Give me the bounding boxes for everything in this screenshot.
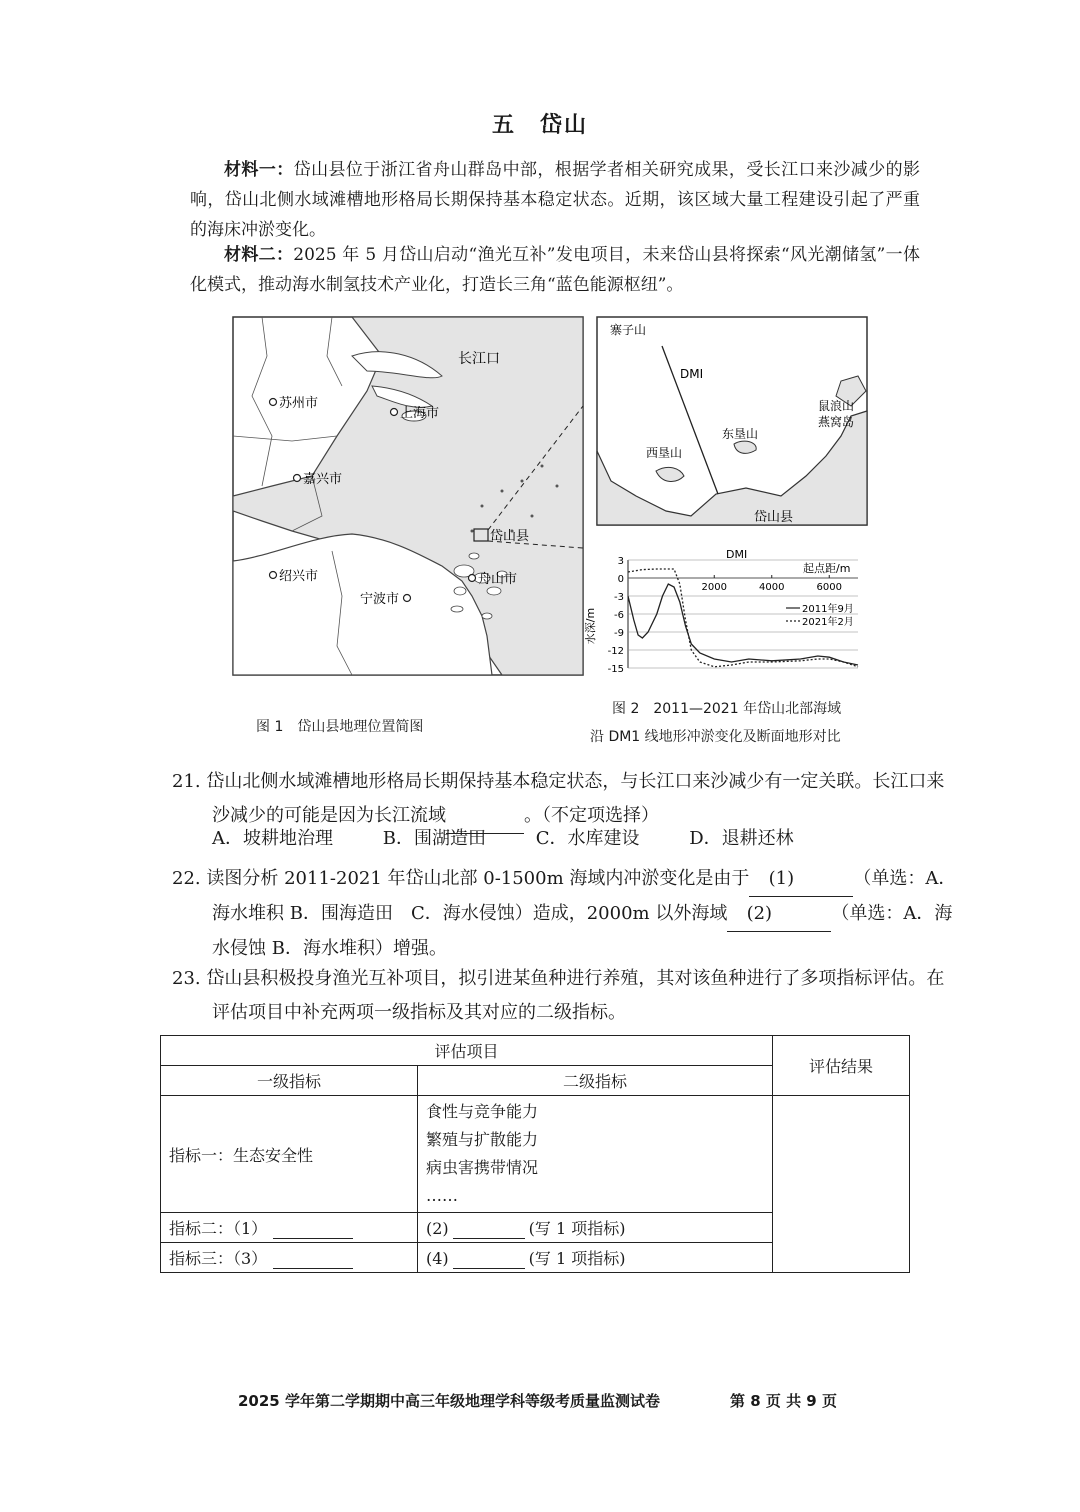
page-footer (238, 1390, 837, 1411)
q21-text-a: 岱山北侧水域滩槽地形格局长期保持基本稳定状态，与长江口来沙减少有一定关联。长江口来沙减少的可能是因为长江流域 (206, 771, 945, 826)
row2-blank-2[interactable] (453, 1219, 525, 1239)
table-row1-items (418, 1096, 773, 1213)
label-daishan-inset: 岱山县 (754, 510, 794, 525)
row3-blank-label: (4) (426, 1249, 449, 1268)
material-2-text: 2025 年 5 月岱山启动“渔光互补”发电项目，未来岱山县将探索“风光潮储氢”一体化模式，推动海水制氢技术产业化，打造长三角“蓝色能源枢纽”。 (190, 245, 920, 295)
row3-label-text: 指标三：（3） (169, 1249, 268, 1268)
table-header-result: 评估结果 (773, 1036, 910, 1096)
q22-line1-tail: （单选： (853, 868, 926, 889)
label-shaoxing: 绍兴市 (279, 569, 319, 584)
label-changjiang: 长江口 (458, 351, 500, 367)
table-col-level1: 一级指标 (161, 1066, 418, 1096)
table-row3-level2 (418, 1243, 773, 1273)
chart-y-tick-label: -9 (614, 628, 624, 639)
label-right-island-2: 燕窝岛 (818, 415, 855, 429)
chart-x-tick-label: 4000 (759, 582, 785, 593)
table-col-level2: 二级指标 (418, 1066, 773, 1096)
legend-2021: 2021年2月 (802, 617, 854, 628)
table-result-cell[interactable] (773, 1096, 910, 1273)
q22-number: 22. (172, 868, 201, 889)
row1-item: 繁殖与扩散能力 (426, 1130, 539, 1149)
chart-xlabel: 起点距/m (803, 562, 851, 575)
footer-page-number: 第 8 页 共 9 页 (729, 1392, 837, 1410)
label-jiaxing: 嘉兴市 (303, 472, 343, 487)
material-1-text: 岱山县位于浙江省舟山群岛中部，根据学者相关研究成果，受长江口来沙减少的影响，岱山北侧水域滩槽地形格局长期保持基本稳定状态。近期，该区域大量工程建设引起了严重的海床冲淤变化。 (190, 160, 921, 240)
label-shanghai: 上海市 (400, 406, 440, 421)
row2-blank-1[interactable] (273, 1219, 353, 1239)
table-row2-level2 (418, 1213, 773, 1243)
q21-option-d[interactable]: D．退耕还林 (689, 828, 794, 849)
table-row2-label (161, 1213, 418, 1243)
table-row3-label (161, 1243, 418, 1273)
q21-number: 21. (172, 771, 201, 792)
question-22 (172, 862, 962, 966)
q22-line3: 选：A．海水侵蚀 B．海水堆积）增强。 (212, 903, 953, 959)
row2-label-text: 指标二：（1） (169, 1219, 268, 1238)
label-dongkenshan: 东垦山 (722, 427, 759, 441)
label-dm1: DMI (680, 367, 704, 381)
label-right-island-1: 鼠浪山 (818, 399, 855, 413)
label-zhaizishan: 寨子山 (610, 323, 647, 337)
row3-blank-1[interactable] (273, 1249, 353, 1269)
material-2 (190, 240, 920, 300)
q21-option-b[interactable]: B．围湖造田 (382, 828, 486, 849)
figure-2-caption-2: 沿 DM1 线地形冲淤变化及断面地形对比 (590, 729, 841, 745)
row1-item: 食性与竞争能力 (426, 1102, 539, 1121)
chart-y-tick-label: 3 (617, 556, 624, 567)
label-ningbo: 宁波市 (360, 592, 400, 607)
chart-y-tick-label: 0 (617, 574, 624, 585)
material-1-label: 材料一： (224, 160, 294, 180)
label-suzhou: 苏州市 (279, 396, 319, 411)
chart-y-tick-label: -15 (607, 664, 624, 675)
q21-option-a[interactable]: A．坡耕地治理 (212, 828, 333, 849)
table-header-main: 评估项目 (161, 1036, 773, 1066)
chart-x-tick-label: 6000 (816, 582, 842, 593)
q22-line2-tail: （单 (831, 903, 868, 924)
q22-line1: 读图分析 2011-2021 年岱山北部 0-1500m 海域内冲淤变化是由于 (206, 868, 750, 889)
figure-1-caption: 图 1 岱山县地理位置简图 (256, 719, 424, 735)
chart-legend (786, 602, 854, 628)
evaluation-table (160, 1035, 910, 1273)
q22-line2: A．海水堆积 B．围海造田 C．海水侵蚀）造成，2000m 以外海域 (212, 868, 957, 924)
chart-y-tick-label: -12 (607, 646, 624, 657)
q23-number: 23. (172, 968, 201, 989)
chart-y-tick-label: -6 (614, 610, 624, 621)
row3-note: (写 1 项指标) (528, 1249, 626, 1268)
q22-blank-2[interactable]: (2) (727, 897, 831, 932)
question-23 (172, 962, 962, 1030)
label-daishan: 岱山县 (490, 529, 530, 544)
chart-ylabel: 水深/m (584, 607, 597, 645)
q21-options (212, 824, 838, 850)
q23-text: 岱山县积极投身渔光互补项目，拟引进某鱼种进行养殖，其对该鱼种进行了多项指标评估。在评估项目中补充两项一级指标及其对应的二级指标。 (206, 968, 945, 1023)
row3-blank-2[interactable] (453, 1249, 525, 1269)
chart-y-tick-label: -3 (614, 592, 624, 603)
label-zhoushan: 舟山市 (478, 572, 518, 587)
table-row1-label: 指标一：生态安全性 (161, 1096, 418, 1213)
q21-text-b: 。（不定项选择） (524, 805, 659, 826)
chart-x-tick-label: 2000 (701, 582, 727, 593)
figure-2-caption-1: 图 2 2011—2021 年岱山北部海域 (612, 701, 842, 717)
q21-option-c[interactable]: C．水库建设 (535, 828, 640, 849)
row2-note: (写 1 项指标) (528, 1219, 626, 1238)
legend-2011: 2011年9月 (802, 604, 854, 615)
chart-title: DMI (726, 548, 748, 561)
material-1 (190, 155, 920, 245)
q22-blank-1[interactable]: (1) (749, 862, 853, 897)
material-2-label: 材料二： (224, 245, 294, 265)
figure-1-map (232, 316, 584, 676)
row1-item: 病虫害携带情况 (426, 1158, 539, 1177)
figure-2-map (596, 316, 868, 526)
footer-exam-title: 2025 学年第二学期期中高三年级地理学科等级考质量监测试卷 (238, 1392, 660, 1410)
label-xikenshan: 西垦山 (646, 446, 683, 460)
row1-item: …… (426, 1186, 458, 1205)
row2-blank-label: (2) (426, 1219, 449, 1238)
section-title: 五 岱山 (491, 112, 588, 138)
figure-2-profile-chart (584, 548, 872, 678)
